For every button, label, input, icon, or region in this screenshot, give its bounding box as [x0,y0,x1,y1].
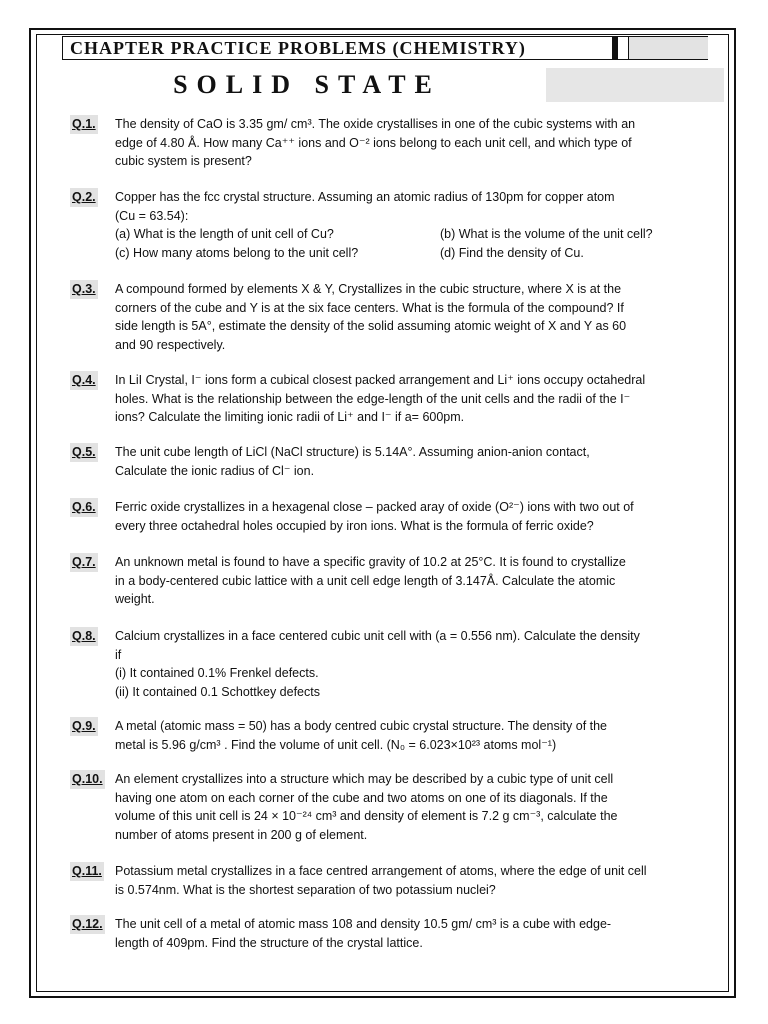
question-text-line: in a body-centered cubic lattice with a unit cell edge length of 3.147Å. Calculate the atomic [115,573,616,588]
question-number: Q.11. [70,862,104,881]
sub-question: (a) What is the length of unit cell of Cu? [115,227,334,241]
question-body [115,627,722,701]
question-text-line: weight. [115,592,155,606]
question-text-line: cubic system is present? [115,154,252,168]
question-text-line: Potassium metal crystallizes in a face centred arrangement of atoms, where the edge of unit cell [115,864,647,878]
question-text-line: and 90 respectively. [115,337,226,352]
question-text-line: In LiI Crystal, I⁻ ions form a cubical closest packed arrangement and Li⁺ ions occupy octahedral [115,373,646,387]
header-decoration-panel [628,37,708,59]
chapter-header-bar [62,36,708,60]
question-text-line: The density of CaO is 3.35 gm/ cm³. The oxide crystallises in one of the cubic systems with an [115,117,636,131]
title-banner [68,68,724,102]
question-number: Q.10. [70,770,105,789]
question-number: Q.6. [70,498,98,517]
question-text-line: The unit cell of a metal of atomic mass 108 and density 10.5 gm/ cm³ is a cube with edge- [115,917,612,931]
question-text-line: number of atoms present in 200 g of element. [115,827,368,842]
question-number: Q.5. [70,443,98,462]
question-number: Q.7. [70,553,98,572]
question-number: Q.4. [70,371,98,390]
question-text-line: A compound formed by elements X & Y, Crystallizes in the cubic structure, where X is at the [115,282,622,296]
header-decoration-block [612,37,618,59]
question-text-line: if [115,647,122,662]
chapter-title: CHAPTER PRACTICE PROBLEMS (CHEMISTRY) [70,38,526,58]
question-text-line: every three octahedral holes occupied by iron ions. What is the formula of ferric oxide? [115,518,594,533]
sub-question: (c) How many atoms belong to the unit cell? [115,245,359,260]
question-body [115,188,722,262]
question-text-line: volume of this unit cell is 24 × 10⁻²⁴ cm³ and density of element is 7.2 g cm⁻³, calculate the [115,809,618,823]
question-body [115,115,722,171]
sub-question-row [115,244,722,263]
question-body [115,443,722,480]
question-text-line: An unknown metal is found to have a specific gravity of 10.2 at 25°C. It is found to crystallize [115,555,626,569]
question-text-line: A metal (atomic mass = 50) has a body centred cubic crystal structure. The density of the [115,719,608,733]
question-text-line: length of 409pm. Find the structure of the crystal lattice. [115,935,423,950]
question-number: Q.1. [70,115,98,134]
question-text-line: Ferric oxide crystallizes in a hexagenal close – packed aray of oxide (O²⁻) ions with two out of [115,500,634,514]
question-text-line: Calculate the ionic radius of Cl⁻ ion. [115,463,315,478]
question-number: Q.8. [70,627,98,646]
question-text-line: is 0.574nm. What is the shortest separation of two potassium nuclei? [115,882,496,897]
question-body [115,770,722,844]
question-text-line: ions? Calculate the limiting ionic radii of Li⁺ and I⁻ if a= 600pm. [115,410,465,424]
question-body [115,862,722,899]
question-body [115,717,722,754]
sub-question: (b) What is the volume of the unit cell? [440,227,653,241]
question-text-line: (i) It contained 0.1% Frenkel defects. [115,666,319,680]
question-text-line: (ii) It contained 0.1 Schottkey defects [115,684,320,699]
question-text-line: Copper has the fcc crystal structure. Assuming an atomic radius of 130pm for copper atom [115,190,615,204]
question-text-line: corners of the cube and Y is at the six face centers. What is the formula of the compound? If [115,300,624,315]
page-title: SOLID STATE [173,70,441,99]
question-number: Q.3. [70,280,98,299]
question-text-line: Calcium crystallizes in a face centered cubic unit cell with (a = 0.556 nm). Calculate the density [115,629,640,643]
question-number: Q.9. [70,717,98,736]
question-text-line: An element crystallizes into a structure which may be described by a cubic type of unit cell [115,772,614,786]
question-text-line: The unit cube length of LiCl (NaCl structure) is 5.14A°. Assuming anion-anion contact, [115,445,590,459]
question-text-line: edge of 4.80 Å. How many Ca⁺⁺ ions and O⁻² ions belong to each unit cell, and which type of [115,135,632,150]
question-body [115,915,722,952]
question-text-line: holes. What is the relationship between the edge-length of the unit cells and the radii of the I⁻ [115,391,631,406]
question-text-line: (Cu = 63.54): [115,208,189,223]
question-body [115,553,722,609]
question-body [115,280,722,354]
question-text-line: metal is 5.96 g/cm³ . Find the volume of unit cell. (N₀ = 6.023×10²³ atoms mol⁻¹) [115,737,557,752]
question-body [115,498,722,535]
question-body [115,371,722,427]
sub-question-row [115,225,722,244]
question-number: Q.2. [70,188,98,207]
question-text-line: having one atom on each corner of the cube and two atoms on one of its diagonals. If the [115,790,608,805]
sub-question: (d) Find the density of Cu. [440,245,584,260]
question-number: Q.12. [70,915,105,934]
question-text-line: side length is 5A°, estimate the density of the solid assuming atomic weight of X and Y as 60 [115,319,627,333]
